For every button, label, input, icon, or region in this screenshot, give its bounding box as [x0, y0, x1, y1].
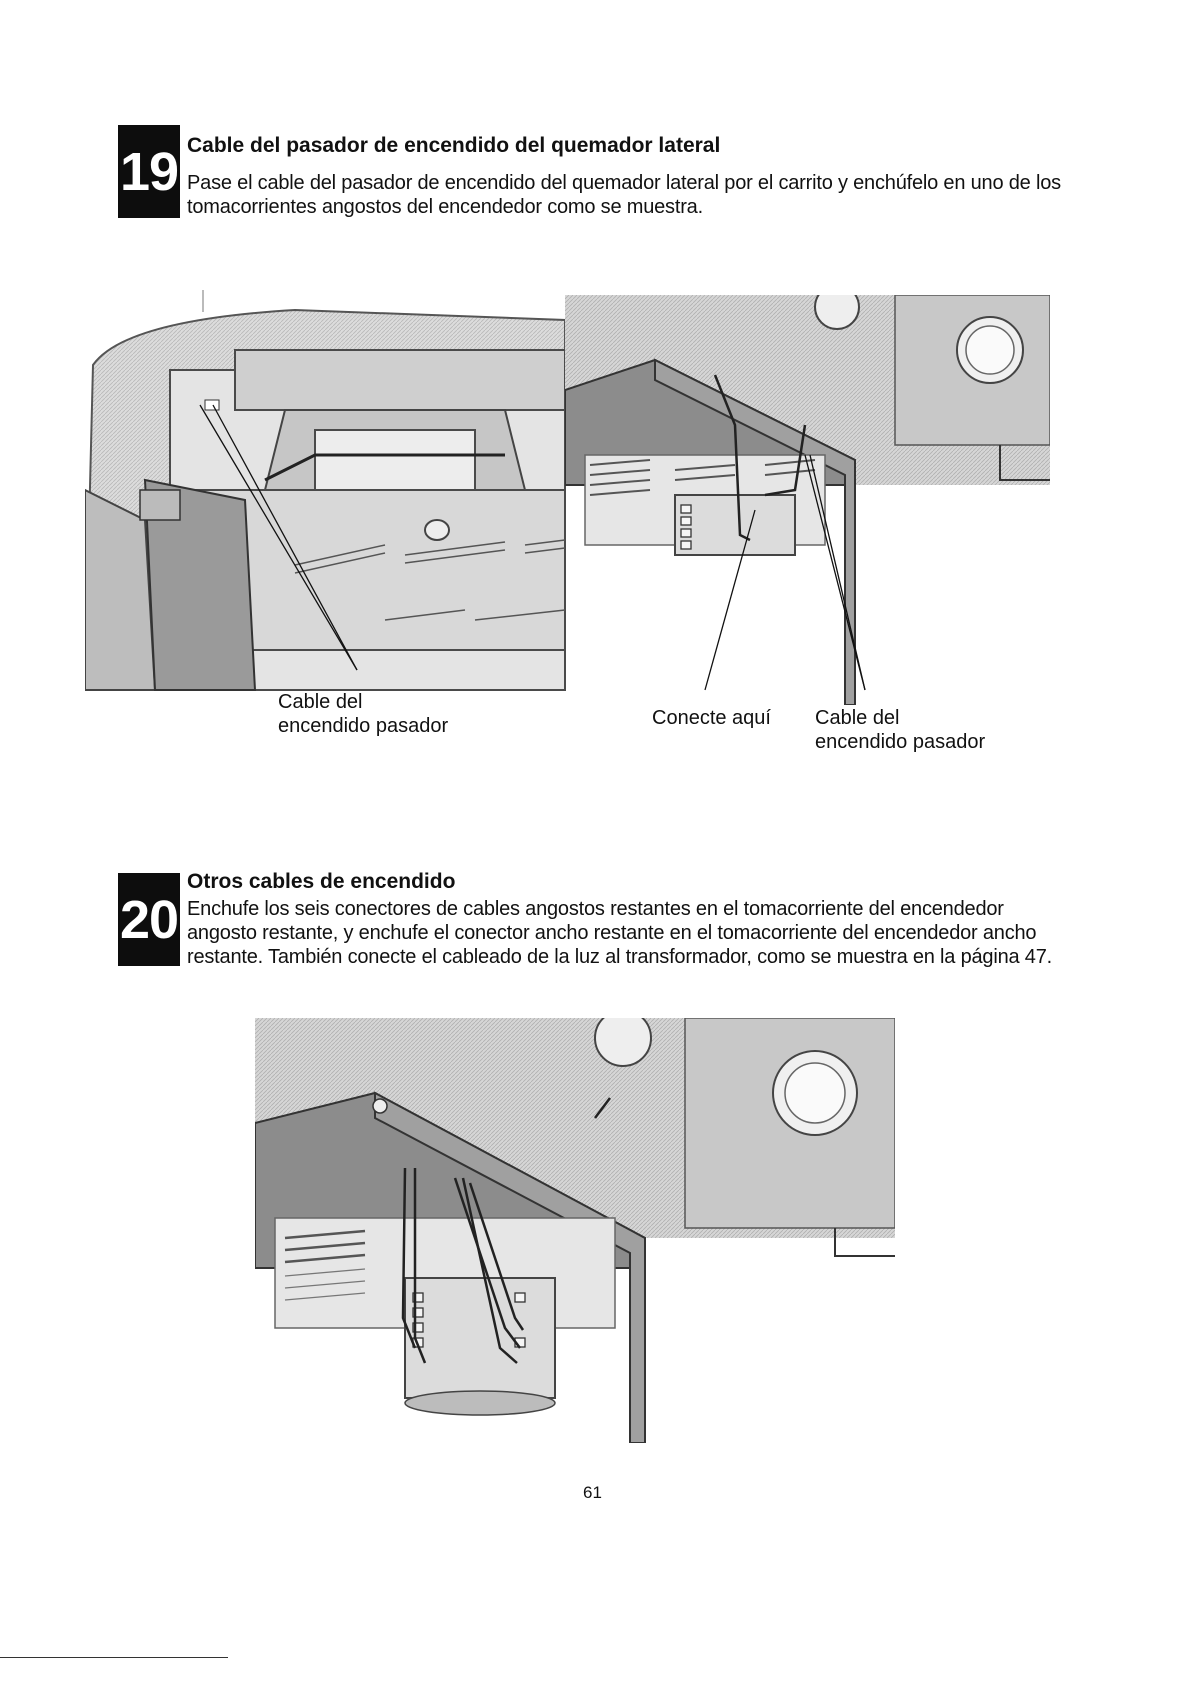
left-cable-callout-line-2: encendido pasador [278, 715, 449, 737]
connect-here-callout: Conecte aquí [652, 707, 771, 729]
right-cable-callout-line-1: Cable del [815, 707, 900, 729]
right-cable-callout [815, 706, 985, 754]
page-number: 61 [583, 1483, 602, 1502]
step-19-instructions [187, 171, 1061, 219]
igniter-connection-illustration [565, 295, 1050, 705]
step-19-title: Cable del pasador de encendido del quemador lateral [187, 134, 721, 157]
step-20-line-2: angosto restante, y enchufe el conector ancho restante en el tomacorriente del encendedor ancho [187, 922, 1037, 944]
step-20-line-3: restante. También conecte el cableado de la luz al transformador, como se muestra en la página 47. [187, 946, 1052, 968]
footer-rule [0, 1657, 228, 1658]
step-19-badge [118, 125, 180, 218]
step-19-number: 19 [119, 141, 179, 202]
step-19-line-1: Pase el cable del pasador de encendido del quemador lateral por el carrito y enchúfelo en uno de los [187, 172, 1061, 194]
right-cable-callout-line-2: encendido pasador [815, 731, 986, 753]
left-cable-callout-line-1: Cable del [278, 691, 363, 713]
igniter-wiring-illustration [255, 1018, 895, 1443]
step-20-number: 20 [119, 889, 179, 950]
step-20-instructions [187, 897, 1052, 969]
step-19-line-2: tomacorrientes angostos del encendedor como se muestra. [187, 196, 703, 218]
step-20-badge [118, 873, 180, 966]
left-cable-callout [278, 690, 448, 738]
step-20-title: Otros cables de encendido [187, 870, 456, 893]
step-20-line-1: Enchufe los seis conectores de cables angostos restantes en el tomacorriente del encendedor [187, 898, 1004, 920]
side-burner-illustration [85, 290, 575, 710]
